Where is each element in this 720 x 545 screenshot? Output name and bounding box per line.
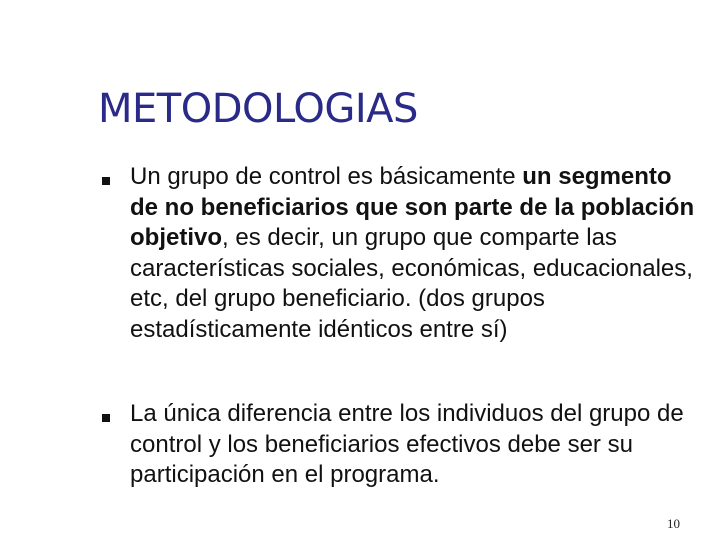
square-bullet-icon [102,414,110,422]
bullet-text [130,162,700,345]
bullet-text-segment: La única diferencia entre los individuos del grupo de control y los beneficiarios efectivos debe ser su participación en el programa. [130,400,684,488]
slide-title: METODOLOGIAS [98,86,418,132]
square-bullet-icon [102,177,110,185]
bullet-text [130,399,700,491]
bullet-text-bold-segment: un segmento de no beneficiarios que son parte de la población objetivo [130,163,695,251]
bullet-list [100,162,700,545]
bullet-text-segment: , es decir, un grupo que comparte las características sociales, económicas, educacionales, etc, del grupo beneficiario. (dos grupos estadísticamente idénticos entre sí) [130,224,693,343]
bullet-item [100,162,700,345]
bullet-item [100,399,700,491]
bullet-text-segment: Un grupo de control es básicamente [130,163,523,190]
page-number: 10 [667,516,680,531]
